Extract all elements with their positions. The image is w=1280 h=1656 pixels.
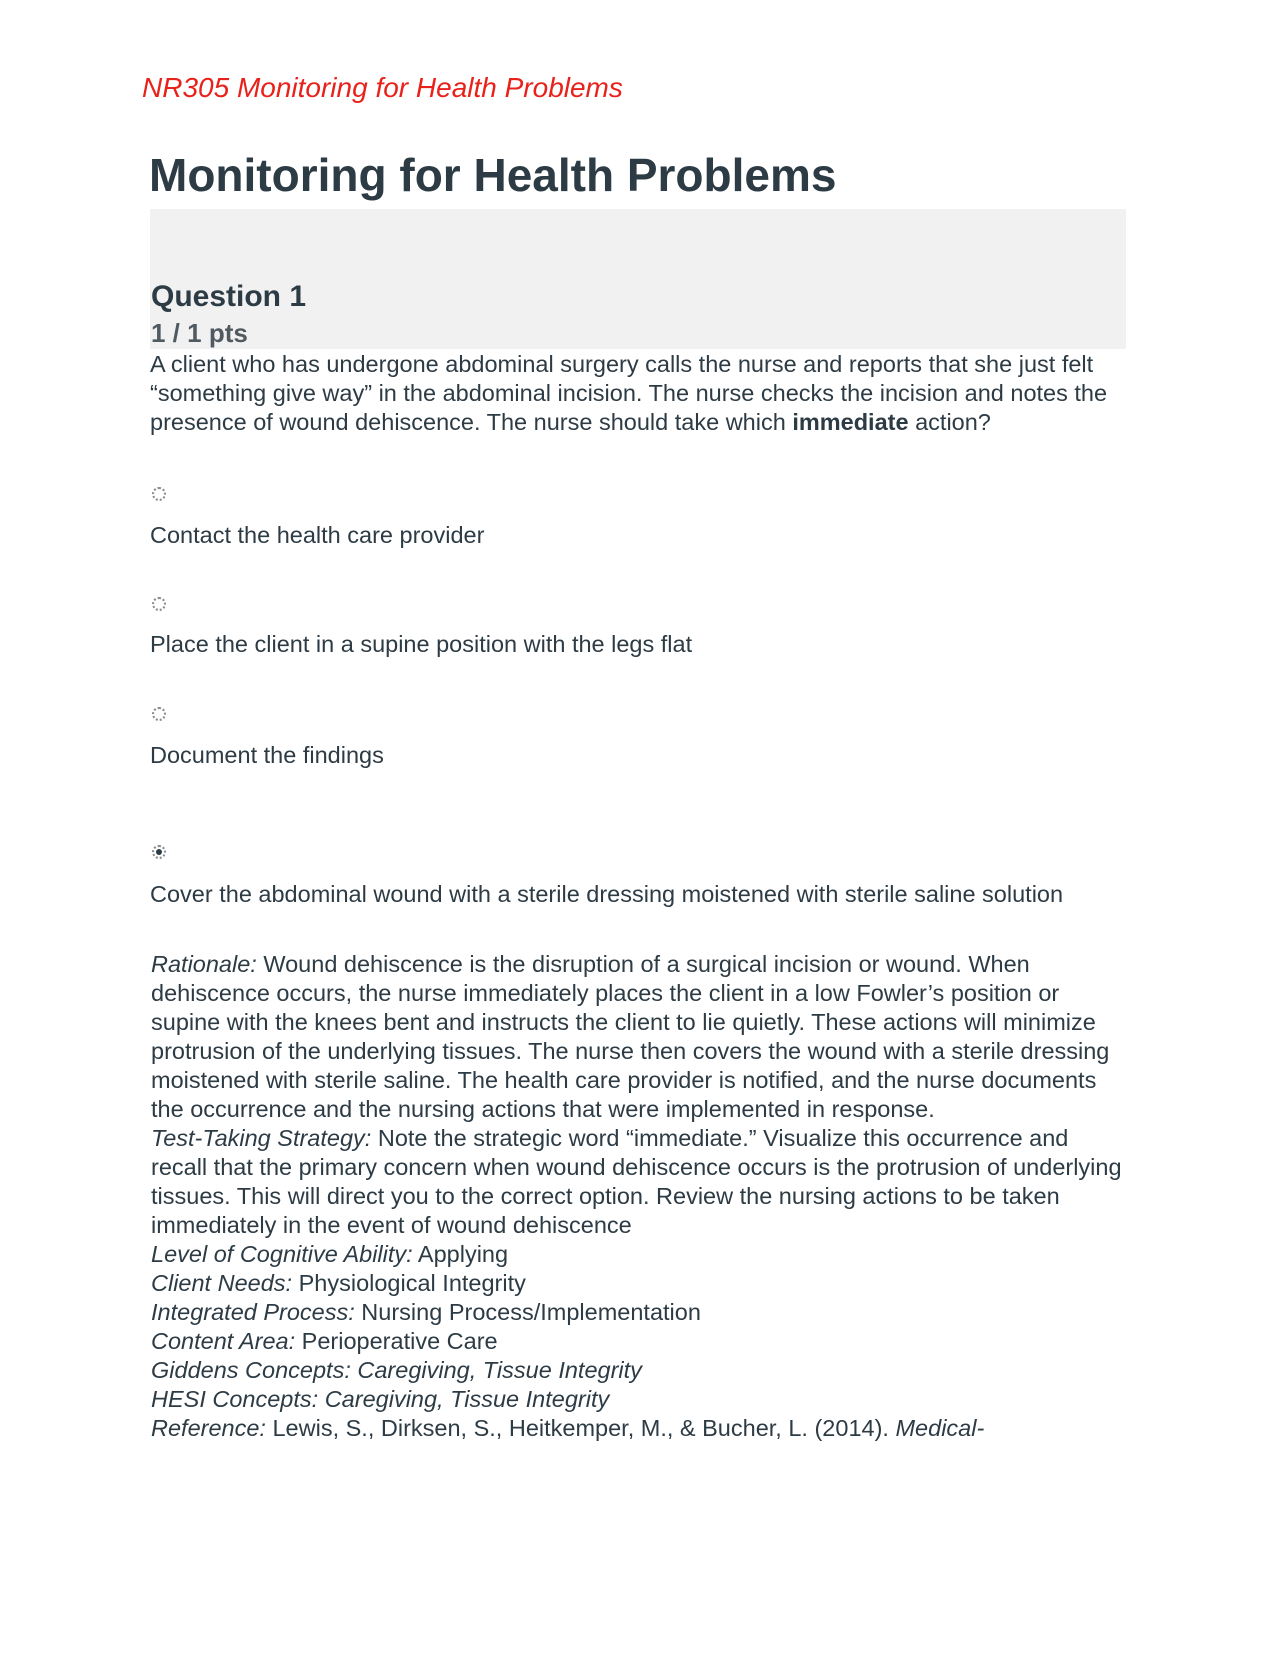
- content-label: Content Area:: [151, 1328, 296, 1354]
- strategy-paragraph: [151, 1124, 1131, 1240]
- answer-radio[interactable]: [152, 487, 166, 501]
- cognitive-text: Applying: [412, 1241, 509, 1267]
- content-area: [151, 1327, 1131, 1356]
- process-text: Nursing Process/Implementation: [354, 1299, 701, 1325]
- course-tag: NR305 Monitoring for Health Problems: [142, 72, 623, 103]
- rationale-section: [151, 950, 1131, 1443]
- cognitive-level: [151, 1240, 1131, 1269]
- reference-text: Lewis, S., Dirksen, S., Heitkemper, M., & Bucher, L. (2014).: [265, 1415, 896, 1441]
- reference-label: Reference:: [151, 1415, 266, 1441]
- radio-selected-dot: [156, 849, 162, 855]
- answer-label[interactable]: Contact the health care provider: [150, 522, 485, 548]
- integrated-process: [151, 1298, 1131, 1327]
- answer-label[interactable]: Document the findings: [150, 742, 384, 768]
- giddens-concepts: Giddens Concepts: Caregiving, Tissue Integrity: [151, 1357, 642, 1383]
- answer-radio-selected[interactable]: [152, 845, 166, 859]
- content-text: Perioperative Care: [295, 1328, 498, 1354]
- answer-radio[interactable]: [152, 597, 166, 611]
- rationale-text: Wound dehiscence is the disruption of a surgical incision or wound. When dehiscence occurs, the nurse immediately places the client in a low Fowler’s position or supine with the knees bent and instructs the client to lie quietly. These actions will minimize protrusion of the underlying tissues. The nurse then covers the wound with a sterile dressing moistened with sterile saline. The health care provider is notified, and the nurse documents the occurrence and the nursing actions that were implemented in response.: [151, 951, 1110, 1122]
- question-text-part: action?: [908, 409, 991, 435]
- process-label: Integrated Process:: [151, 1299, 355, 1325]
- reference-title: Medical-: [895, 1415, 985, 1441]
- question-header: [150, 209, 1126, 349]
- question-text-part: A client who has undergone abdominal surgery calls the nurse and reports that she just felt “something give way” in the abdominal incision. The nurse checks the incision and notes the presence of wound dehiscence. The nurse should take which: [150, 351, 1108, 435]
- question-text: [150, 350, 1130, 437]
- answer-radio[interactable]: [152, 707, 166, 721]
- rationale-label: Rationale:: [151, 951, 257, 977]
- needs-label: Client Needs:: [151, 1270, 293, 1296]
- cognitive-label: Level of Cognitive Ability:: [151, 1241, 413, 1267]
- answer-label[interactable]: Cover the abdominal wound with a sterile dressing moistened with sterile saline solution: [150, 881, 1064, 907]
- question-points: 1 / 1 pts: [151, 318, 248, 348]
- question-emphasis: immediate: [792, 409, 909, 435]
- rationale-paragraph: [151, 950, 1131, 1124]
- question-name: Question 1: [151, 280, 307, 313]
- strategy-text: Note the strategic word “immediate.” Visualize this occurrence and recall that the primary concern when wound dehiscence occurs is the protrusion of underlying tissues. This will direct you to the correct option. Review the nursing actions to be taken immediately in the event of wound dehiscence: [151, 1125, 1122, 1238]
- answer-label[interactable]: Place the client in a supine position with the legs flat: [150, 631, 693, 657]
- client-needs: [151, 1269, 1131, 1298]
- reference: [151, 1414, 1131, 1443]
- needs-text: Physiological Integrity: [292, 1270, 526, 1296]
- page-title: Monitoring for Health Problems: [149, 149, 837, 201]
- hesi-concepts: HESI Concepts: Caregiving, Tissue Integrity: [151, 1386, 610, 1412]
- strategy-label: Test-Taking Strategy:: [151, 1125, 372, 1151]
